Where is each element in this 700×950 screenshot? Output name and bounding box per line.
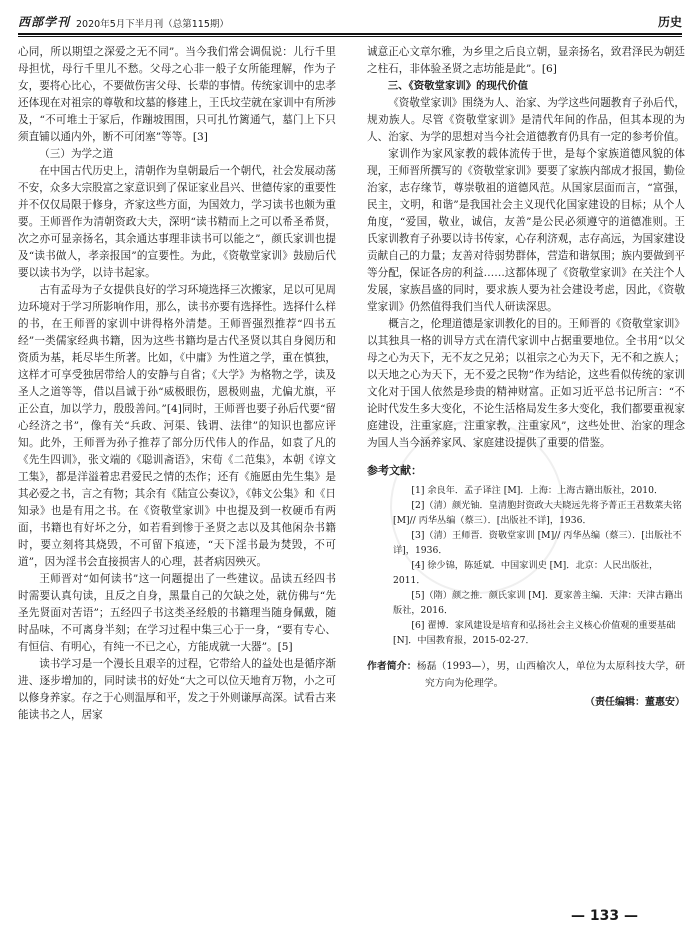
editor-note: （责任编辑：董惠安） [585,697,685,708]
section-label: 历史 [657,15,682,29]
reference-item: [1] 余良年．孟子译注 [M]．上海：上海古籍出版社，2010． [411,485,664,496]
author-label: 作者简介： [367,661,417,672]
reference-item: [4] 徐少锦，陈延斌．中国家训史 [M]．北京：人民出版社，2011． [393,560,659,586]
left-column [18,44,336,724]
page-number: — 133 — [571,908,638,924]
paragraph: 家训作为家风家教的载体流传于世，是每个家族道德风貌的体现，王师晋所撰写的《资敬堂家训》要要了家族内部成才报国，勤俭治家，志存缘节，尊崇敬祖的道德风范。从国家层面而言，“富强，民主，文明，和谐”是我国社会主义现代化国家建设的目标；从个人角度，“爱国，敬业，诚信，友善”是公民必须遵守的道德准则。王氏家训教育子孙要以诗书传家，心存利济观，志存高远，为国家建设贡献自己的力量；友善对待弱势群体，营造和谐氛围；族内要做到平等分配，保证各房的利益……这都体现了《资敬堂家训》在关注个人发展，家族昌盛的同时，要求族人要为社会建设考虑，因此，《资敬堂家训》仍然值得我们当代人研读深思。 [367,148,685,313]
issue-info: 2020年5月下半月刊（总第115期） [76,19,229,30]
journal-masthead: 西部学刊 [18,15,71,29]
paragraph: 古有孟母为子女提供良好的学习环境选择三次搬家，足以可见周边环境对于学习所影响作用，那么，读书亦要有选择性。选择什么样的书，在王师晋的家训中讲得格外清楚。王师晋强烈推荐“四书五经”一类儒家经典书籍，因为这些书籍均是古代圣贤以其自身阅历和资质为基，耗尽毕生所著。比如，《中庸》为性道之学，重在慎独，这样才可享受独居带给人的安静与自省；《大学》为格物之学，读及圣人之道等等，借以昌诚于孙“威极眼伤，恩极则蛊，尤偏尤旗，平正公直，加以学力，殷殷善问。”[4]同时，王师晋也要子孙后代要“留心经济之书”，像有关“兵政、河渠、钱谓、法律”的知识也都应评知。此外，王师晋为孙子推荐了部分历代伟人的作品，如袁了凡的《先生四训》，张文端的《聪训斋语》，宋荀《二范集》，本朝《谆文工集》，都是洋溢着忠君爱民之情的杰作；还有《施愿由先生集》是其必爱之书，言之有物；其余有《陆宣公奏议》，《韩文公集》和《日知录》也是有用之书。在《资敬堂家训》中也提及到一枚硬币有两面，书籍也有好坏之分，如若看到惨于圣贤之志以及其他闲杂书籍时，要立刻将其烧毁，不可留下痕迹，“天下淫书最为焚毁，不可道”，因为淫书会直接损害人的心理，甚者病因殃灭。 [18,284,336,568]
author-text: 杨磊（1993—），男，山西榆次人，单位为太原科技大学，研究方向为伦理学。 [416,661,685,689]
header-rule-thick [18,33,682,35]
header-rule-thin [18,36,682,37]
author-bio [367,658,685,692]
right-column [367,44,685,711]
references-list [367,483,685,648]
header-left [18,13,229,30]
running-header [18,10,682,30]
reference-item: [3]（清）王师晋．资敬堂家训 [M]// 丙华丛编（蔡三）．[出版社不详]，1936． [393,530,682,556]
paragraph: 王师晋对“如何读书”这一问题提出了一些建议。品读五经四书时需要认真句读，且反之自身，黑量自己的欠缺之处，就仿佛与“先圣先贤面对苦语”；五经四子书这类圣经般的书籍理当随身佩戴，随时品味，不可离身半刻；在学习过程中集三心于一身，“要有专心、有恒信、有明心，有纯一不已之心，方能成就一大器”。[5] [18,573,336,653]
paragraph: 心同，所以期望之深爱之无不同”。当今我们常会调侃说：儿行千里母担忧，母行千里儿不愁。父母之心非一般子女所能理解，作为子女，要将心比心，不要做伤害父母、长辈的事情。传统家训中的忠孝还体现在对祖宗的尊敬和坟墓的修建上，王氏坟茔就在家训中有所涉及，“不可堆土于冢后，作蹦坡围围，只可扎竹篱通气，墓门上下只须直铺以通内外，断不可闭塞”等等。[3] [18,46,336,143]
paragraph: 在中国古代历史上，清朝作为皇朝最后一个朝代，社会发展动荡不安，众多大宗股富之家意识到了保证家业昌兴、世德传家的重要性并不仅仅局限于修身，齐家这些方面，为国效力，学习读书也颇为重要。王师晋作为清朝资政大夫，深明“读书精而上之可以希圣希贤，次之亦可显亲扬名，其余通达事理非读书可以能之”，颜氏家训也提及“读书做人，孝亲报国”的宣要性。为此，《资敬堂家训》鼓励后代要以读书为学，以诗书起家。 [18,165,336,279]
paragraph: 概言之，伦理道德是家训教化的目的。王师晋的《资敬堂家训》以其独具一格的训导方式在清代家训中占据重要地位。全书用“以父母之心为天下，无不友之兄弟；以祖宗之心为天下，无不和之族人；以天地之心为天下，无不爱之民物”作为结论，这些看似传统的家训文化对于国人依然是珍贵的精神财富。正如习近平总书记所言：“不论时代发生多大变化，不论生活格局发生多大变化，我们都要重视家庭建设，注重家庭，注重家教，注重家风”，这些处世、治家的理念为国人当今涵养家风、家庭建设提供了重要的借鉴。 [367,318,685,449]
paragraph: 《资敬堂家训》围绕为人、治家、为学这些问题教育子孙后代，规劝族人。尽管《资敬堂家训》是清代年间的作品，但其本现的为人、治家、为学的思想对当今社会道德教育仍具有一定的参考价值。 [367,97,685,143]
paragraph: 读书学习是一个漫长且艰辛的过程，它带给人的益处也是循序渐进、逐步增加的，同时读书的好处“大之可以位天地育万物，小之可以修身养家。存之于心则温厚和平，发之于外则谦厚高深。试看古来能读书之人，居家 [18,658,336,721]
paragraph: 诚意正心文章尔雅，为乡里之后良立朝，显亲扬名，致君泽民为朝廷之柱石，非体验圣贤之志坊能是此”。[6] [367,46,685,75]
subsection-heading: （三）为学之道 [39,148,114,160]
reference-item: [5]（隋）颜之推．颜氏家训 [M]．夏家善主编．天津：天津古籍出版社，2016． [393,590,683,616]
reference-item: [6] 翟博．家风建设是培育和弘扬社会主义核心价值观的重要基础 [N]．中国教育报，2015-02-27． [393,620,676,646]
section-heading: 三、《资敬堂家训》的现代价值 [387,80,529,92]
references-title: 参考文献： [367,464,422,477]
reference-item: [2]（清）颜光铀．皇清胞封资政大夫晓远先将予菁正王君数菜夫铭 [M]// 丙华丛编（蔡三）．[出版社不详]，1936． [393,500,682,526]
